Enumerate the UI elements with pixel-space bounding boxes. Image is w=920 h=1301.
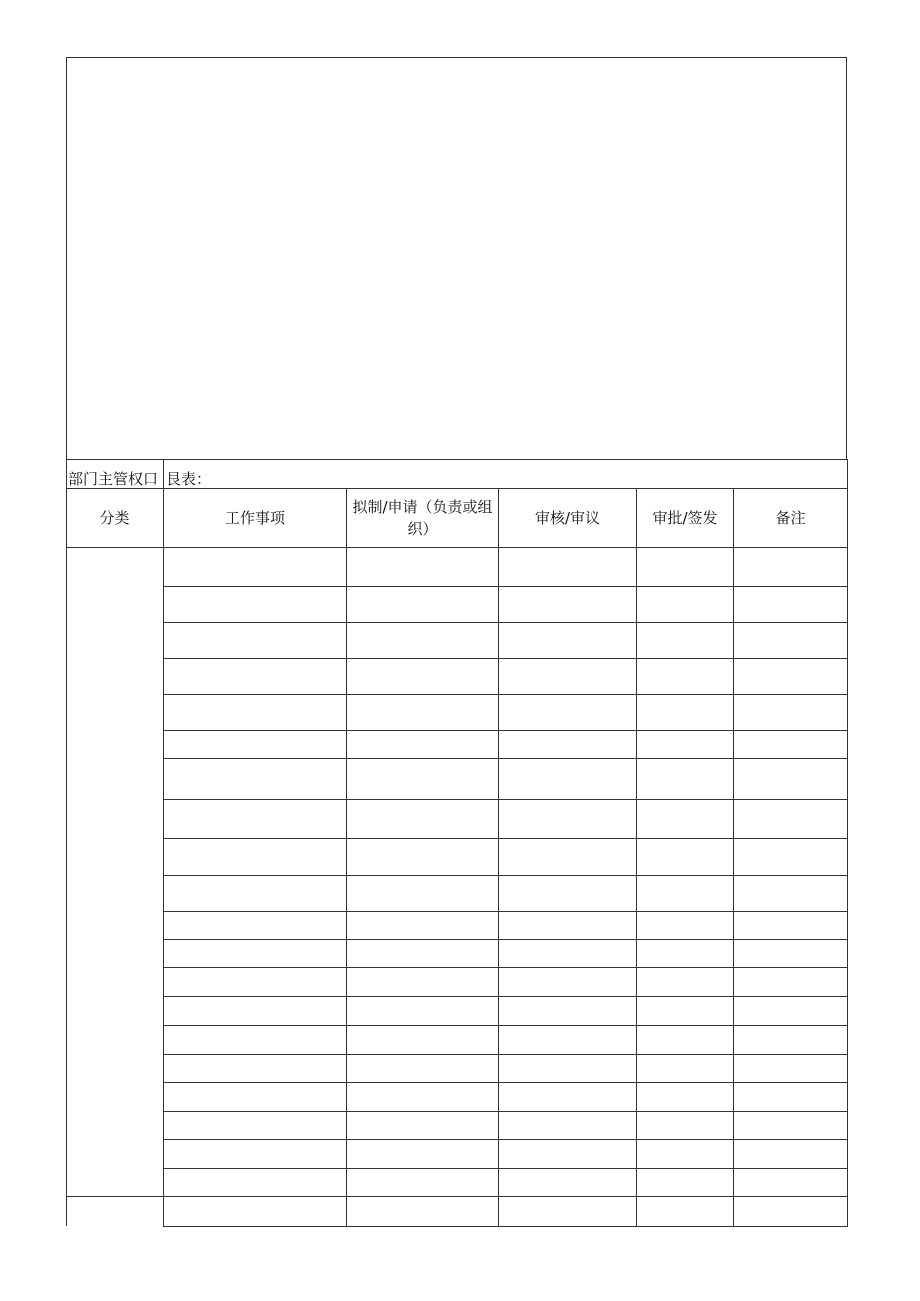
table-column-line	[498, 488, 499, 1226]
table-row-line	[163, 838, 848, 839]
header-review: 审核/审议	[534, 509, 601, 527]
section-title-part2: 艮表：	[166, 470, 212, 488]
table-row-line	[163, 1111, 848, 1112]
table-row-line	[163, 730, 848, 731]
table-column-line	[163, 488, 164, 1226]
table-row-line	[163, 622, 848, 623]
table-row-line	[163, 1054, 848, 1055]
table-row-line	[163, 799, 848, 800]
table-row-line	[163, 939, 848, 940]
header-category: 分类	[99, 509, 130, 527]
table-row-line	[163, 911, 848, 912]
table-row-line	[163, 1025, 848, 1026]
table-row-line	[163, 694, 848, 695]
table-column-line	[636, 488, 637, 1226]
header-draft-apply: 拟制/申请（负责或组织）	[352, 498, 493, 538]
title-row-left-border	[66, 459, 67, 489]
header-work-item: 工作事项	[224, 509, 285, 527]
table-row-line	[163, 1139, 848, 1140]
table-row-line	[163, 875, 848, 876]
title-row-divider	[163, 459, 164, 489]
table-row-line	[163, 1168, 848, 1169]
table-column-line	[733, 488, 734, 1226]
table-row-line	[163, 758, 848, 759]
table-row-line	[163, 1226, 848, 1227]
table-row-line	[163, 967, 848, 968]
section-title-part1: 部门主管权口	[68, 470, 159, 488]
title-row-top-border	[66, 459, 847, 460]
table-column-line	[346, 488, 347, 1226]
header-bottom-border	[66, 547, 847, 548]
title-row-right-border	[847, 459, 848, 489]
table-row-line	[163, 658, 848, 659]
table-column-line	[847, 488, 848, 1226]
table-row-line	[163, 1082, 848, 1083]
table-row-line	[163, 586, 848, 587]
table-group-divider	[66, 1196, 848, 1197]
top-blank-frame	[66, 57, 847, 459]
table-column-line	[66, 488, 67, 1226]
header-approve-sign: 审批/签发	[652, 509, 718, 527]
table-row-line	[163, 996, 848, 997]
header-remarks: 备注	[775, 509, 806, 527]
